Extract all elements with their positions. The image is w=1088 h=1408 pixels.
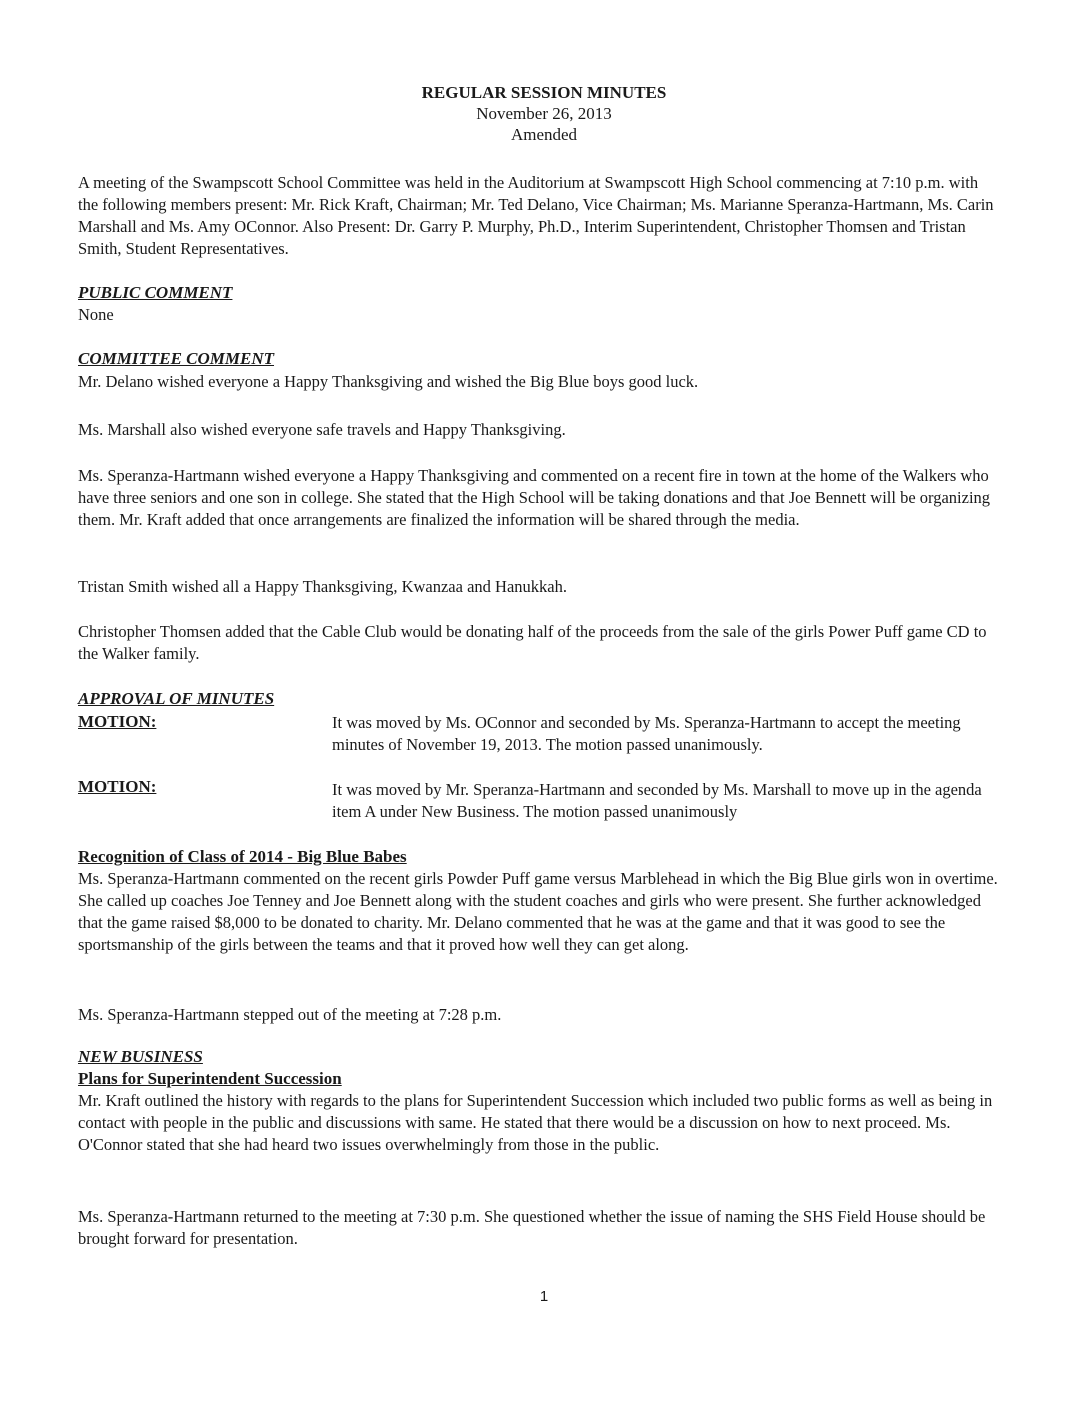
committee-comment-paragraph [78, 465, 998, 531]
comment-speranza-hartmann: Ms. Speranza-Hartmann wished everyone a Happy Thanksgiving and commented on a recent fire in town at the home of the Walkers who have three seniors and one son in college. She stated that the High School will be taking donations and that Joe Bennett will be organizing them. Mr. Kraft added that once arrangements are finalized the information will be shared through the media. [78, 466, 991, 529]
approval-section [78, 688, 998, 710]
committee-comment-paragraph [78, 621, 998, 665]
comment-marshall: Ms. Marshall also wished everyone safe travels and Happy Thanksgiving. [78, 420, 566, 439]
motion-label: MOTION: [78, 777, 157, 796]
recognition-note [78, 1004, 998, 1026]
motion-text: It was moved by Ms. OConnor and seconded by Ms. Speranza-Hartmann to accept the meeting minutes of November 19, 2013. The motion passed unanimously. [332, 713, 961, 754]
public-comment-heading: PUBLIC COMMENT [78, 283, 233, 302]
committee-comment-heading: COMMITTEE COMMENT [78, 349, 275, 368]
meeting-date: November 26, 2013 [476, 104, 612, 123]
new-business-note [78, 1206, 998, 1250]
motion-text: It was moved by Mr. Speranza-Hartmann and seconded by Ms. Marshall to move up in the agenda item A under New Business. The motion passed unanimously [332, 780, 982, 821]
intro-paragraph: A meeting of the Swampscott School Committee was held in the Auditorium at Swampscott High School commencing at 7:10 p.m. with the following members present: Mr. Rick Kraft, Chairman; Mr. Ted Delano, Vice Chairman; Ms. Marianne Speranza-Hartmann, Ms. Carin Marshall and Ms. Amy OConnor. Also Present: Dr. Garry P. Murphy, Ph.D., Interim Superintendent, Christopher Thomsen and Tristan Smith, Student Representatives. [78, 173, 994, 258]
page-number: 1 [539, 1288, 549, 1305]
recognition-paragraph: Ms. Speranza-Hartmann commented on the recent girls Powder Puff game versus Marblehead in which the Big Blue girls won in overtime. She called up coaches Joe Tenney and Joe Bennett along with the student coaches and girls who were present. She further acknowledged that the game raised $8,000 to be donated to charity. Mr. Delano commented that he was at the game and that it was good to see the sportsmanship of the girls between the teams and that it proved how well they can get along. [78, 869, 998, 954]
document-header [0, 82, 1088, 145]
recognition-section [78, 846, 998, 956]
recognition-paragraph: Ms. Speranza-Hartmann stepped out of the meeting at 7:28 p.m. [78, 1005, 502, 1024]
approval-heading: APPROVAL OF MINUTES [78, 689, 275, 708]
motion-label: MOTION: [78, 712, 157, 731]
new-business-paragraph: Mr. Kraft outlined the history with regards to the plans for Superintendent Succession which included two public forms as well as being in contact with people in the public and discussions with same. He stated that there would be a discussion on how to next proceed. Ms. O'Connor stated that she had heard two issues overwhelmingly from those in the public. [78, 1091, 993, 1154]
new-business-heading: NEW BUSINESS [78, 1047, 203, 1066]
comment-thomsen: Christopher Thomsen added that the Cable Club would be donating half of the proceeds from the sale of the girls Power Puff game CD to the Walker family. [78, 622, 987, 663]
committee-comment-paragraph [78, 576, 998, 598]
intro-block [78, 172, 998, 260]
committee-comment-paragraph [78, 371, 998, 393]
document-title: REGULAR SESSION MINUTES [421, 83, 667, 102]
new-business-paragraph: Ms. Speranza-Hartmann returned to the meeting at 7:30 p.m. She questioned whether the issue of naming the SHS Field House should be brought forward for presentation. [78, 1207, 986, 1248]
public-comment-section [78, 282, 998, 326]
new-business-section [78, 1046, 998, 1156]
comment-delano: Mr. Delano wished everyone a Happy Thanksgiving and wished the Big Blue boys good luck. [78, 372, 699, 391]
committee-comment-section [78, 348, 998, 370]
committee-comment-paragraph [78, 419, 998, 441]
comment-smith: Tristan Smith wished all a Happy Thanksgiving, Kwanzaa and Hanukkah. [78, 577, 567, 596]
recognition-heading: Recognition of Class of 2014 - Big Blue Babes [78, 847, 407, 866]
document-status: Amended [510, 125, 578, 144]
new-business-subheading: Plans for Superintendent Succession [78, 1069, 342, 1088]
public-comment-text: None [78, 305, 114, 324]
